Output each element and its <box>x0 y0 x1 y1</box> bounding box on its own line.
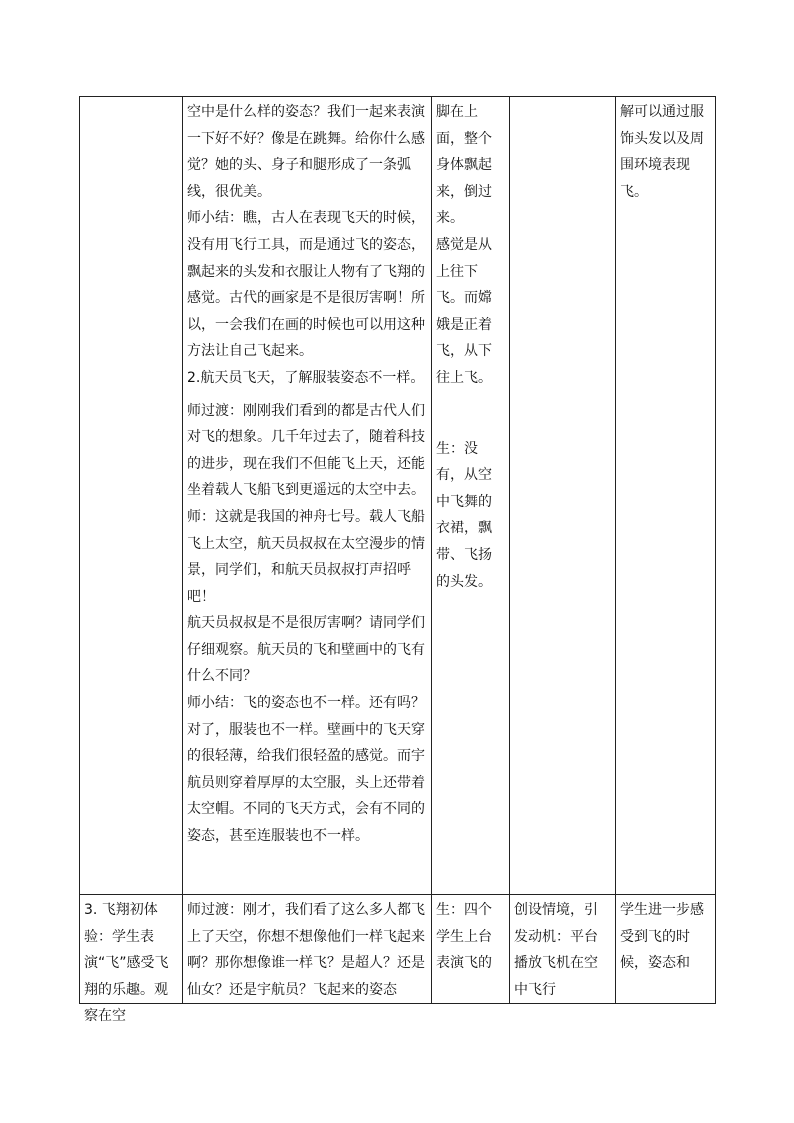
intent-cell <box>510 97 616 895</box>
student-activity-cell <box>432 895 510 1004</box>
intent-cell <box>510 895 616 1004</box>
paragraph: 师小结：瞧，古人在表现飞天的时候，没有用飞行工具，而是通过飞的姿态，飘起来的头发和衣服让人物有了飞翔的感觉。古代的画家是不是很厉害啊！所以，一会我们在画的时候也可以用这种方法让自己飞起来。 <box>187 210 425 360</box>
paragraph: 生：四个学生上台表演飞的 <box>436 902 492 972</box>
stage-cell <box>80 895 183 1025</box>
stage-cell <box>80 97 183 895</box>
paragraph: 3. 飞翔初体验：学生表演“飞”感受飞翔的乐趣。观察在空 <box>84 902 169 1025</box>
table-row <box>80 895 716 1004</box>
paragraph: 感觉是从上往下飞。而嫦娥是正着飞，从下往上飞。 <box>436 236 492 386</box>
paragraph: 师过渡：刚刚我们看到的都是古代人们对飞的想象。几千年过去了，随着科技的进步，现在我们不但能飞上天，还能坐着载人飞船飞到更遥远的太空中去。 <box>187 402 425 499</box>
teacher-activity-cell <box>183 895 432 1004</box>
paragraph: 航天员叔叔是不是很厉害啊？请同学们仔细观察。航天员的飞和壁画中的飞有什么不同？ <box>187 615 425 685</box>
effect-cell <box>616 895 716 1004</box>
paragraph: 解可以通过服饰头发以及周围环境表现飞。 <box>620 104 704 200</box>
paragraph: 师过渡：刚才，我们看了这么多人都飞上了天空，你想不想像他们一样飞起来啊？那你想像谁一样飞？是超人？还是仙女？还是宇航员？飞起来的姿态 <box>187 902 425 998</box>
paragraph: 师小结：飞的姿态也不一样。还有吗？对了，服装也不一样。壁画中的飞天穿的很轻薄，给我们很轻盈的感觉。而宇航员则穿着厚厚的太空服，头上还带着太空帽。不同的飞天方式，会有不同的姿态，甚至连服装也不一样。 <box>187 695 425 845</box>
table-row <box>80 97 716 895</box>
paragraph: 师：这就是我国的神舟七号。载人飞船飞上太空，航天员叔叔在太空漫步的情景，同学们，和航天员叔叔打声招呼吧！ <box>187 508 425 605</box>
paragraph: 学生进一步感受到飞的时候，姿态和 <box>620 902 704 972</box>
paragraph: 创设情境，引发动机：平台播放飞机在空中飞行 <box>514 902 598 998</box>
teacher-activity-cell <box>183 97 432 895</box>
paragraph: 脚在上面，整个身体飘起来，倒过来。 <box>436 104 492 227</box>
paragraph: 生：没有，从空中飞舞的衣裙，飘带、飞扬的头发。 <box>436 440 492 590</box>
paragraph: 2.航天员飞天，了解服装姿态不一样。 <box>187 369 425 386</box>
paragraph: 空中是什么样的姿态？我们一起来表演一下好不好？像是在跳舞。给你什么感觉？她的头、身子和腿形成了一条弧线，很优美。 <box>187 104 425 200</box>
effect-cell <box>616 97 716 895</box>
student-activity-cell <box>432 97 510 895</box>
lesson-plan-table <box>79 96 716 1025</box>
